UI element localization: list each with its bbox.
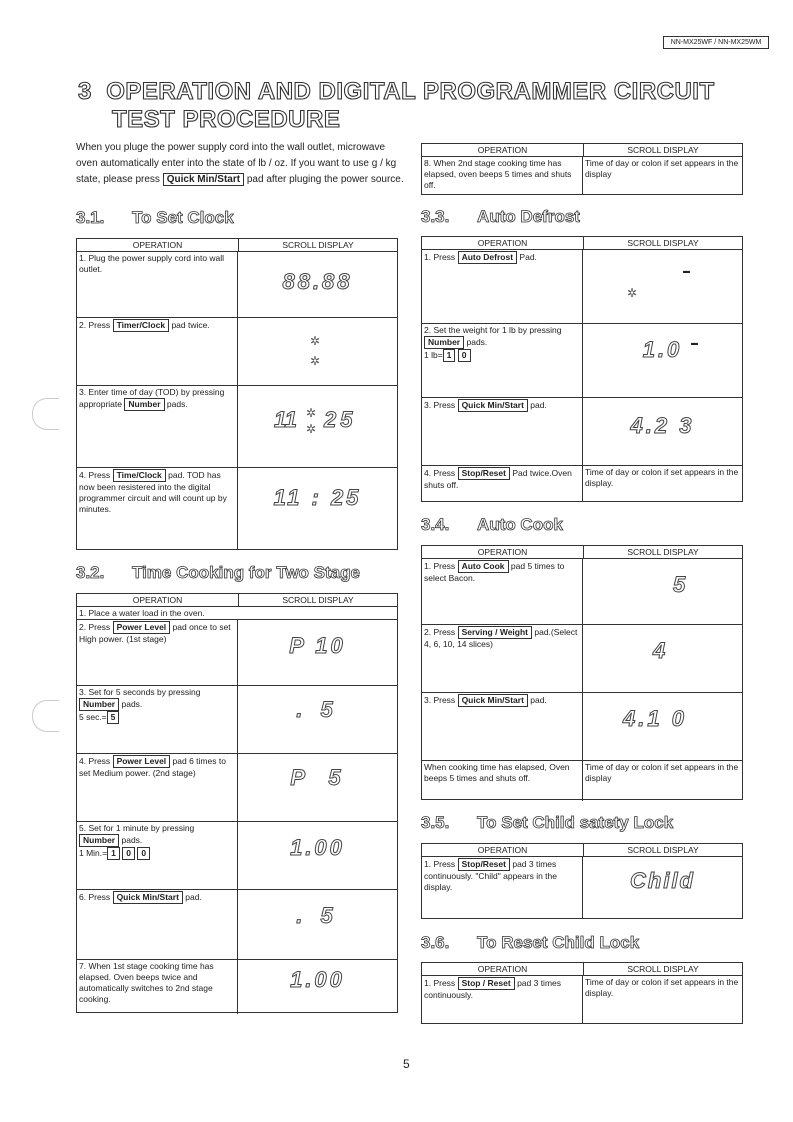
section-3-6-heading: 3.6. To Reset Child Lock <box>421 933 640 952</box>
section-3-2-heading: 3.2. Time Cooking for Two Stage <box>76 563 360 582</box>
auto-cook-table: OPERATION SCROLL DISPLAY 1. Press Auto Cook pad 5 times to select Bacon. 5 2. Press Serving / Weight pad.(Select 4, 6, 10, 14 slices) 4 3. Press Quick Min/Start pad. 4.1 0 When cooking time has elapsed, Oven beeps 5 times and shuts off. Time of day or colon if set appears in the display <box>421 545 743 800</box>
page-number: 5 <box>403 1057 410 1071</box>
section-3-1-heading: 3.1. To Set Clock <box>76 208 234 227</box>
section-3-4-heading: 3.4. Auto Cook <box>421 515 563 534</box>
section-3-5-heading: 3.5. To Set Child satety Lock <box>421 813 674 832</box>
quick-min-start-key: Quick Min/Start <box>163 173 244 186</box>
page-title: 3 OPERATION AND DIGITAL PROGRAMMER CIRCUIT TEST PROCEDURE <box>78 78 715 133</box>
model-label: NN-MX25WF / NN-MX25WM <box>663 36 769 49</box>
clock-table: OPERATION SCROLL DISPLAY 1. Plug the power supply cord into wall outlet. 88.88 2. Press Timer/Clock pad twice. ✲ ✲ 3. Enter time of day (TOD) by pressing appropriate Number pads. 11 ✲ ✲ 25 4. Press Time/Clock pad. TOD has now been resistered into the digital programmer circuit and will count up by minutes. 11 : 25 <box>76 238 398 550</box>
intro-paragraph: When you pluge the power supply cord into the wall outlet, microwave oven automatically enter into the state of lb / oz. If you want to use g / kg state, please press Quick Min/Start pad after pluging the power source. <box>76 142 404 185</box>
two-stage-table: OPERATION SCROLL DISPLAY 1. Place a water load in the oven. 2. Press Power Level pad once to set High power. (1st stage) P 10 3. Set for 5 seconds by pressing Number pads. 5 sec.= 5 . 5 4. Press Power Level pad 6 times to set Medium power. (2nd stage) P 5 5. Set for 1 minute by pressing Number pads. 1 Min.= 1 0 0 1.00 6. Press Quick Min/Start pad. . 5 7. When 1st stage cooking time has elapsed. Oven beeps twice and automatically switches to 2nd stage cooking. 1.00 <box>76 593 398 1013</box>
reset-child-lock-table: OPERATION SCROLL DISPLAY 1. Press Stop / Reset pad 3 times continuously. Time of day or colon if set appears in the display. <box>421 962 743 1024</box>
section-3-3-heading: 3.3. Auto Defrost <box>421 207 580 226</box>
punch-hole <box>32 398 59 430</box>
punch-hole <box>32 700 59 732</box>
stage-end-table: OPERATION SCROLL DISPLAY 8. When 2nd stage cooking time has elapsed, oven beeps 5 times and shuts off. Time of day or colon if set appears in the display <box>421 143 743 195</box>
child-lock-table: OPERATION SCROLL DISPLAY 1. Press Stop/Reset pad 3 times continuously. "Child" appears in the display. Child <box>421 843 743 919</box>
auto-defrost-table: OPERATION SCROLL DISPLAY 1. Press Auto Defrost Pad. ✲ ▬ 2. Set the weight for 1 lb by pressing Number pads. 1 lb= 1 0 1.0 ▬ 3. Press Quick Min/Start pad. 4.2 3 4. Press Stop/Reset Pad twice.Oven shuts off. Time of day or colon if set appears in the display. <box>421 236 743 502</box>
